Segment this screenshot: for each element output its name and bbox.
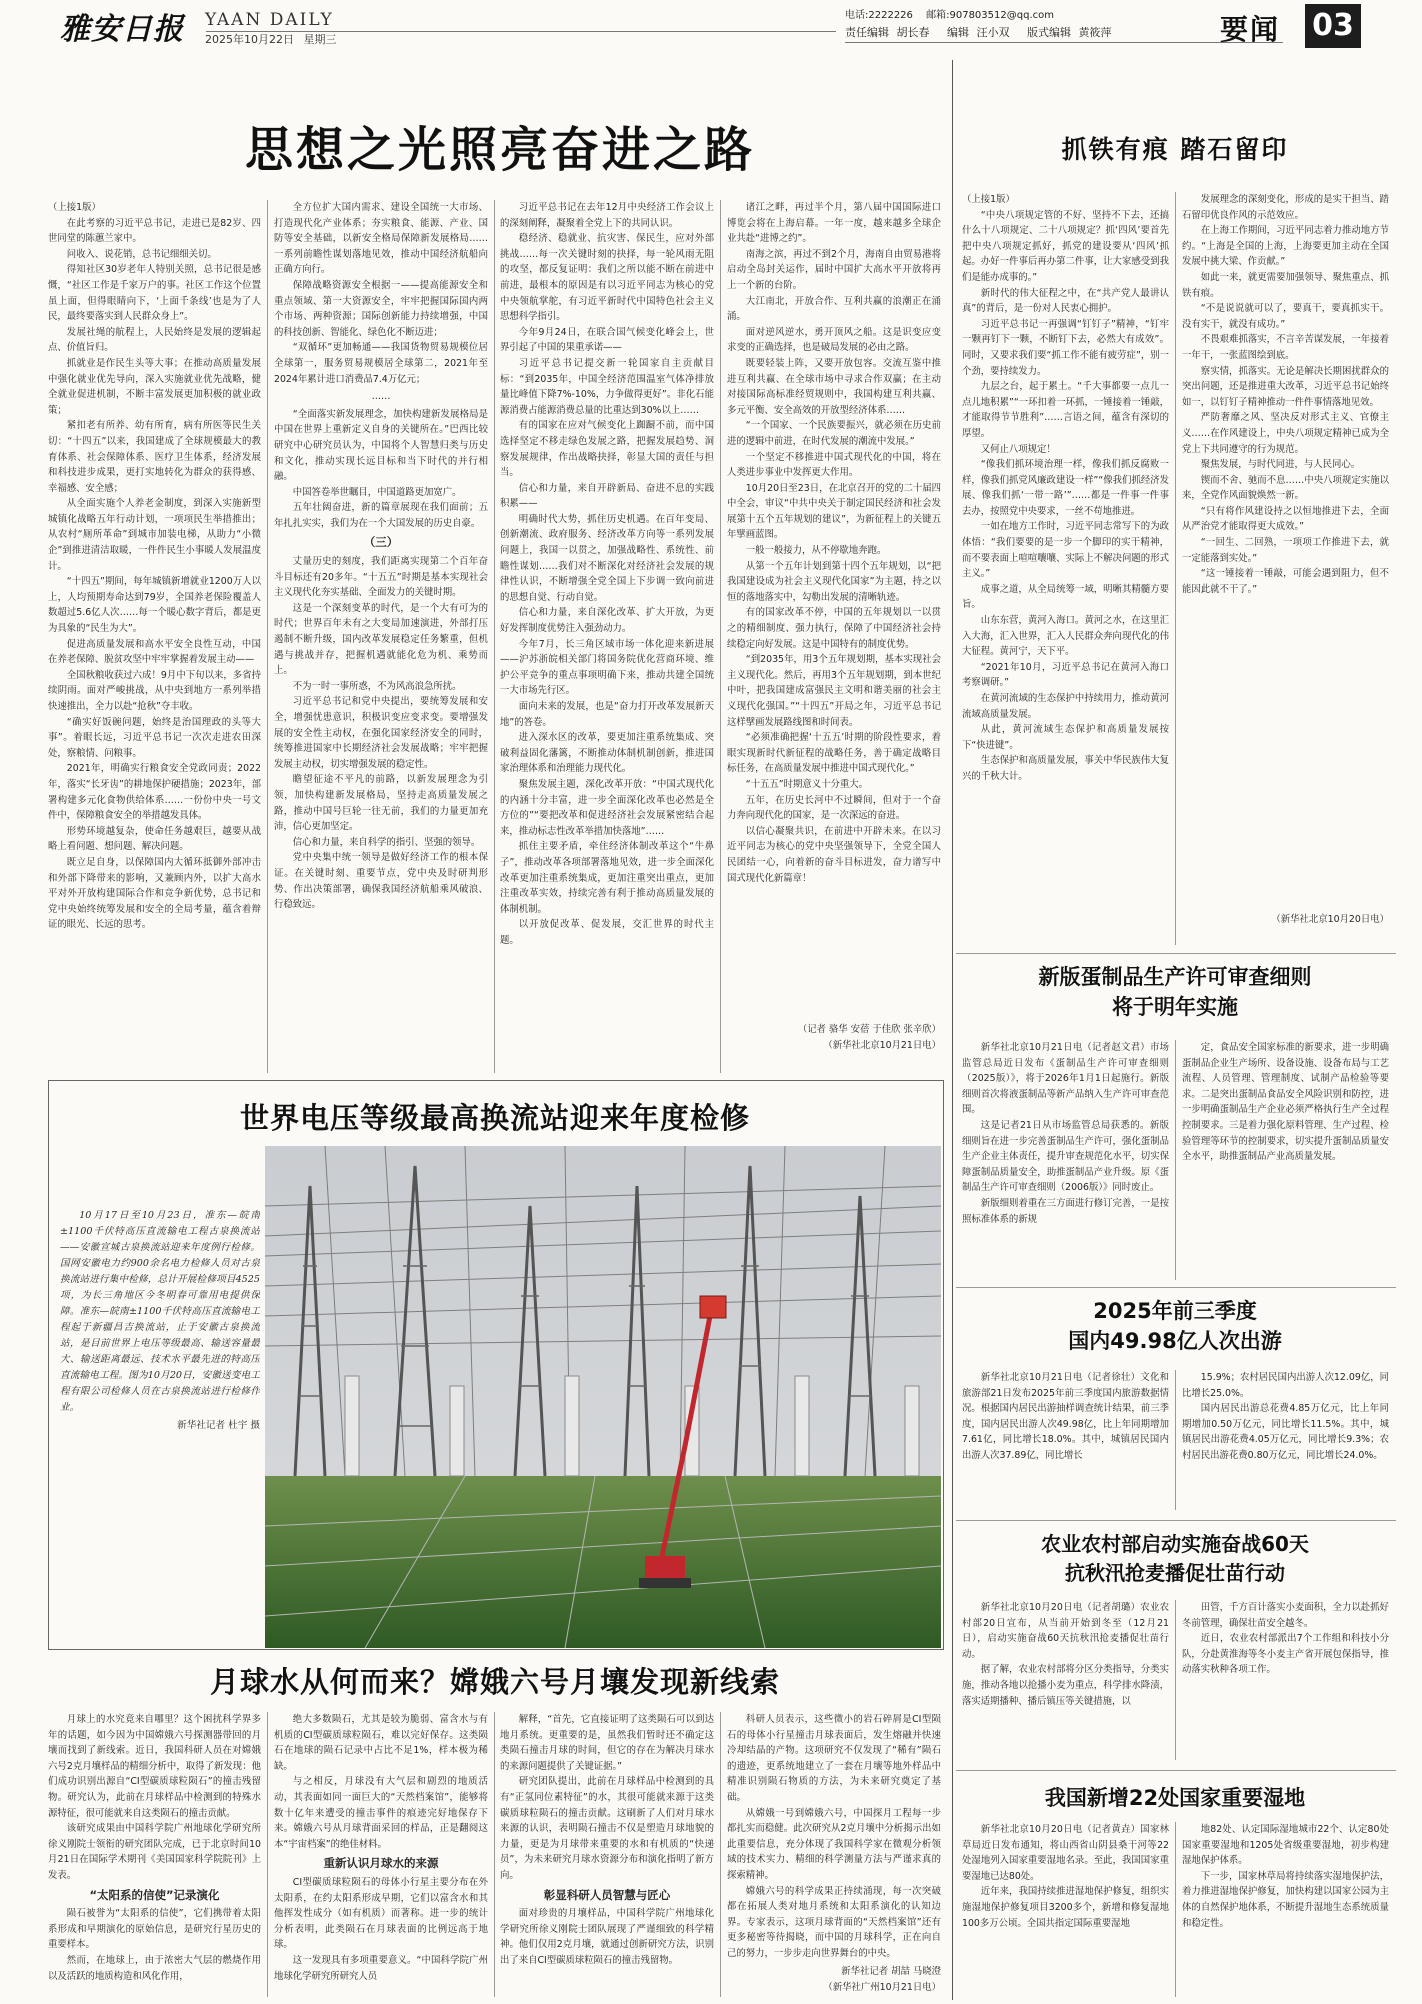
lead-para: 2021年，明确实行粮食安全党政同责；2022年，落实“长牙齿”的耕地保护硬措施；2023年，部署构建多元化食物供给体系……一份份中央一号文件中，保障粮食安全的举措越发具体。 (48, 763, 261, 822)
lead-para: 面向未来的发展，也是“奋力打开改革发展新天地”的答卷。 (500, 701, 714, 728)
lead-para: 在此考察的习近平总书记，走进已是82岁、四世同堂的陈蕙兰家中。 (48, 217, 261, 245)
masthead-editors (845, 24, 1112, 40)
right5-col-1 (962, 1822, 1169, 1997)
right1-para: “中央八项规定管的不好、坚持不下去，还搞什么十八项规定、二十八项规定？抓‘四风’要首先把中央八项规定抓好，抓党的建设要从‘四风’抓起。办好一件事后再办第二件事，让大家感受到我们是能办成事的。” (962, 209, 1169, 283)
column-rule (720, 1712, 721, 1997)
lead-byline: （记者 骆华 安蓓 于佳欣 张辛欣） (797, 1024, 941, 1035)
right1-para: “不是说说就可以了，要真干，要真抓实干。没有实干，就没有成功。” (1182, 303, 1389, 330)
lead-para: 紧扣老有所养、幼有所育，病有所医等民生关切：“十四五”以来，我国建成了全球规模最大的教育体系、社会保障体系、医疗卫生体系，经济发展和科技进步成果，更打实地转化为群众的获得感、幸福感、安全感； (48, 420, 261, 494)
right1-byline: （新华社北京10月20日电） (1271, 914, 1389, 925)
right3-para: 新华社北京10月21日电（记者徐壮）文化和旅游部21日发布2025年前三季度国内旅游数据情况。根据国内居民出游抽样调查统计结果，前三季度，国内居民出游人次49.98亿，比上年同期增加7.61亿，同比增长18.0%。其中，城镇居民国内出游人次37.89亿，同比增长 (962, 1372, 1169, 1461)
right3-headline-line2: 国内49.98亿人次出游 (1068, 1329, 1282, 1353)
right5-col-2 (1182, 1822, 1389, 1997)
right1-para: “像我们抓环境治理一样，像我们抓反腐败一样，像我们抓党风廉政建设一样”“像我们抓经济发展、像我们抓‘一带一路’”……都是一件事一件事去办，按照党中央要求，一丝不苟地推进。 (962, 459, 1169, 517)
lead-col-2 (274, 200, 488, 1073)
right1-col-2 (1182, 192, 1389, 945)
right1-para: “只有将作风建设持之以恒地推进下去，全面从严治党才能取得更大成效。” (1182, 505, 1389, 533)
lead-para: 发展社绳的航程上，人民始终是发展的逻辑起点、价值旨归。 (48, 326, 261, 354)
right5-para: 近年来，我国持续推进湿地保护修复，组织实施湿地保护修复项目3200多个，新增和修复湿地100多万公顷。全国共指定国际重要湿地 (962, 1886, 1169, 1929)
column-rule (1175, 192, 1176, 945)
story-divider (956, 1770, 1396, 1771)
right2-para: 新版细则着重在三方面进行修订完善，一是按照标准体系的新规 (962, 1197, 1169, 1225)
right1-para: “2021年10月，习近平总书记在黄河入海口考察调研。” (962, 661, 1169, 689)
lead-para: 全方位扩大国内需求、建设全国统一大市场、打造现代化产业体系；夯实粮食、能源、产业、国防等安全基础，以新安全格局保障新发展格局……一系列前瞻性谋划落地见效，推动中国经济航船向正确方向行。 (274, 202, 488, 276)
lead-para: “十四五”期间，每年城镇新增就业1200万人以上，人均预期寿命达到79岁，全国养老保险覆盖人数超过5.6亿人次……每一个暖心数字背后，都是更为具象的“民生为大”。 (48, 576, 261, 635)
right3-headline-line1: 2025年前三季度 (1093, 1299, 1257, 1323)
lead-para: 保障战略资源安全根据一——提高能源安全和重点领域、第一大资源安全，牢牢把握国际国内两个市场、两种资源；国际创新能力持续增强，中国的科技创新、智能化、绿色化不断迈进； (274, 279, 488, 338)
lead-para: 面对逆风逆水，勇开顶风之船。这是识变应变求变的正确选择，也是破局发展的必由之路。 (727, 326, 941, 354)
moon-para: 面对珍贵的月壤样品，中国科学院广州地球化学研究所徐义刚院士团队展现了严谨细致的科学精神。他们仅用2克月壤，就通过创新研究方法，识别出了来自CI型碳质球粒陨石的撞击残留物。 (500, 1908, 714, 1966)
lead-para: 从全面实施个人养老金制度，到深入实施新型城镇化战略五年行动计划，一项项民生举措推出；从农村“厕所革命”到城市加装电梯，从助力“小微企”到推进清洁取暖，一件件民生小事暖人发展温度计。 (48, 498, 261, 572)
moon-col-1 (48, 1712, 261, 1997)
moon-col-3 (500, 1712, 714, 1997)
lead-para: 稳经济、稳就业、抗灾害、保民生，应对外部挑战……每一次关键时刻的抉择，每一轮风雨无阻的攻坚，都反复证明：我们之所以能不断在前进中前进，最根本的原因是有以习近平同志为核心的党中央领航掌舵，有习近平新时代中国特色社会主义思想科学指引。 (500, 233, 714, 323)
masthead-weekday: 星期三 (303, 33, 337, 46)
story-divider (956, 953, 1396, 954)
moon-dateline: （新华社广州10月21日电） (823, 1981, 941, 1993)
right3-col-1 (962, 1370, 1169, 1510)
moon-para: 科研人员表示，这些微小的岩石碎屑是CI型陨石的母体小行星撞击月球表面后，发生熔融并快速冷却结晶的产物。这项研究不仅发现了“稀有”陨石的遗迹，更系统地建立了一套在月壤等地外样品中精准识别陨石物质的方法，为未来研究奠定了基础。 (727, 1714, 941, 1803)
right1-para: 在上海工作期间，习近平同志着力推动地方节约。“上海是全国的上海，上海要更加主动在全国发展中挑大梁、作贡献。” (1182, 225, 1389, 268)
lead-para: 今年7月，长三角区域市场一体化迎来新进展——沪苏浙皖相关部门将国务院优化营商环境、维护公平竞争的重点事项明确下来，推动共建全国统一大市场先行区。 (500, 638, 714, 697)
lead-para: 五年，在历史长河中不过瞬间，但对于一个奋力奔向现代化的国家，是一次深远的奋进。 (727, 794, 941, 822)
column-rule (494, 1712, 495, 1997)
right4-headline-line1: 农业农村部启动实施奋战60天 (1041, 1532, 1309, 1556)
lead-para: 形势环境越复杂，使命任务越艰巨，越要从战略上看问题、想问题、解决问题。 (48, 825, 261, 853)
moon-para: 这一发现具有多项重要意义。“中国科学院广州地球化学研究所研究人员 (274, 1954, 488, 1982)
lead-para: 丈量历史的刻度，我们距离实现第二个百年奋斗目标还有20多年。“十五五”时期是基本实现社会主义现代化夯实基础、全面发力的关键时期。 (274, 556, 488, 599)
right1-para: 不畏艰难抓落实，不言辛苦谋发展，一年接着一年干，一张蓝图绘到底。 (1182, 334, 1389, 361)
right1-para: “一回生、二回熟，一项项工作推进下去，就一定能落到实处。” (1182, 537, 1389, 564)
right2-col-1 (962, 1040, 1169, 1280)
masthead-name-en: YAAN DAILY (205, 10, 334, 30)
right3-para: 国内居民出游总花费4.85万亿元，比上年同期增加0.50万亿元，同比增长11.5%。其中，城镇居民出游花费4.05万亿元，同比增长9.3%；农村居民出游花费0.80万亿元，同比增长24.0%。 (1182, 1403, 1389, 1461)
copyeditor-label: 编辑 (947, 26, 969, 39)
column-rule (1175, 1822, 1176, 1997)
right1-para: 习近平总书记一再强调“钉钉子”精神，“钉牢一颗再钉下一颗，不断钉下去，必然大有成效”。同时，又要求我们要“抓工作不能有疲劳症”，别一个劲，要持续发力。 (962, 318, 1169, 377)
lead-para: “双循环”更加畅通——我国货物贸易规模位居全球第一，服务贸易规模居全球第二，2021年至2024年累计进口消费品7.4万亿元； (274, 342, 488, 385)
moon-para: 与之相反，月球没有大气层和剧烈的地质活动，其表面如同一面巨大的“天然档案馆”，能够将数十亿年来遭受的撞击事件的痕迹完好地保存下来。嫦娥六号从月球背面采回的样品，正是翻阅这本“宇宙档案”的绝佳材料。 (274, 1776, 488, 1850)
right2-para: 这是记者21日从市场监管总局获悉的。新版细则旨在进一步完善蛋制品生产许可，强化蛋制品生产企业主体责任，提升审查规范化水平，切实保障蛋制品质量安全，助推蛋制品产业升级。原《蛋制品生产许可审查细则（2006版）》同时废止。 (962, 1119, 1169, 1194)
masthead-rule (206, 31, 836, 32)
lead-para: 促进高质量发展和高水平安全良性互动，中国在养老保障、脱贫攻坚中牢牢掌握着发展主动—— (48, 638, 261, 666)
copyeditor-name: 汪小双 (976, 26, 1010, 39)
masthead-contact (845, 6, 1054, 21)
phone-value: 2222226 (868, 10, 913, 21)
lead-para: 信心和力量，来自科学的指引、坚强的领导。 (292, 836, 481, 848)
email-label: 邮箱: (926, 10, 950, 21)
right4-col-2 (1182, 1600, 1389, 1760)
right4-para: 据了解，农业农村部将分区分类指导，分类实施，推动各地以抢播小麦为重点，科学排水降渍，落实适期播种、播后镇压等关键措施，以 (962, 1664, 1169, 1707)
right1-para: 锲而不舍、驰而不息……中央八项规定实施以来，全党作风面貌焕然一新。 (1182, 474, 1389, 502)
designer-label: 版式编辑 (1027, 26, 1071, 39)
moon-para: 月球上的水究竟来自哪里？这个困扰科学界多年的话题，如今因为中国嫦娥六号探测器带回的月壤而找到了新线索。近日，我国科研人员在对嫦娥六号2克月壤样品的精细分析中，取得了新发现：他们成功识别出源自“CI型碳质球粒陨石”的撞击残留物。研究认为，此前在月球样品中检测到的特殊水源特征，很可能就来自这类陨石的撞击贡献。 (48, 1714, 261, 1819)
lead-para: 抓住主要矛盾，牵住经济体制改革这个“牛鼻子”，推动改革各项部署落地见效，进一步全面深化改革更加注重系统集成，更加注重突出重点，更加注重改革实效，持续完善有利于推动高质量发展的体制机制。 (500, 841, 714, 915)
right3-para: 15.9%；农村居民国内出游人次12.09亿，同比增长25.0%。 (1182, 1372, 1389, 1399)
masthead-rule-right (845, 42, 1283, 43)
designer-name: 黄筱萍 (1078, 26, 1112, 39)
lead-col-4 (727, 200, 941, 1073)
column-rule (267, 200, 268, 1073)
right4-headline-line2: 抗秋汛抢麦播促壮苗行动 (1065, 1561, 1285, 1585)
lead-para: 今年9月24日，在联合国气候变化峰会上，世界引起了中国的果重承诺—— (500, 326, 714, 354)
lead-para: “一个国家、一个民族要振兴，就必须在历史前进的逻辑中前进，在时代发展的潮流中发展。” (727, 420, 941, 447)
column-rule (267, 1712, 268, 1997)
masthead-date: 2025年10月22日 (205, 33, 294, 46)
section-rule (952, 60, 953, 2000)
moon-para: 嫦娥六号的科学成果正持续涌现，每一次突破都在拓展人类对地月系统和太阳系演化的认知边界。专家表示，这项月球背面的“天然档案馆”还有更多秘密等待揭晓，而中国的月球科学，正在向自己的努力，一步步走向世界舞台的中央。 (727, 1885, 941, 1959)
right1-para: 如此一来，就更需要加强领导、聚焦重点、抓铁有痕。 (1182, 271, 1389, 299)
lead-para: 南海之滨，再过不到2个月，海南自由贸易港将启动全岛封关运作，届时中国扩大高水平开放将再上一个新的台阶。 (727, 248, 941, 291)
right5-headline: 我国新增22处国家重要湿地 (1044, 1786, 1306, 1810)
lead-para: 有的国家改革不停，中国的五年规划以一以贯之的精细制度、强力执行，保障了中国经济社会持续稳定向好发展。这是中国特有的制度优势。 (727, 607, 941, 650)
lead-section-marker: （三） (363, 535, 399, 550)
right1-headline: 抓铁有痕 踏石留印 (1061, 135, 1289, 164)
right1-para: 又何止八项规定！ (980, 443, 1056, 455)
column-rule (720, 200, 721, 1073)
right1-para: 成事之道，从全局统筹一域，明晰其精髓方要旨。 (962, 583, 1169, 611)
moon-col-4 (727, 1712, 941, 1997)
photo-caption (60, 1208, 260, 1644)
lead-para: 瞻望征途不平凡的前路，以新发展理念为引领，加快构建新发展格局，坚持走高质量发展之路，推动中国号巨轮一往无前，我们的力量更加充沛，信心更加坚定。 (274, 774, 488, 833)
lead-para: 习近平总书记和党中央提出，要统筹发展和安全，增强忧患意识，积极识变应变求变。要增强发展的安全性主动权，在强化国家经济安全的同时，统筹推进国家中长期经济社会发展战略；牢牢把握发展主动权，切实增强发展的稳定性。 (274, 696, 488, 770)
lead-para: 诸江之畔，再过半个月，第八届中国国际进口博览会将在上海启幕。一年一度，越来越多全球企业共赴“进博之约”。 (727, 202, 941, 245)
lead-para: 中国答卷举世瞩目，中国道路更加宽广。 (292, 486, 462, 498)
column-rule (1175, 1040, 1176, 1280)
lead-para: 信心和力量，来自深化改革、扩大开放，为更好发挥制度优势注入强劲动力。 (500, 607, 714, 635)
section-title: 要闻 (1220, 13, 1281, 46)
lead-para: “十五五”时期意义十分重大。 (745, 778, 869, 790)
phone-label: 电话: (845, 10, 869, 21)
lead-para: “全面落实新发展理念，加快构建新发展格局是中国在世界上重新定义自身的关键所在。”巴西比较研究中心研究员认为，中国将个人智慧归类与历史和文化，推动实现长远目标和当下时代的并行相融。 (274, 408, 488, 483)
photo-credit: 新华社记者 杜宇 摄 (177, 1420, 260, 1431)
right1-para: 山东东营，黄河入海口。黄河之水，在这里汇入大海，汇入世界，汇入人民群众奔向现代化的伟大征程。黄河宁，天下平。 (962, 615, 1169, 658)
lead-ellipsis: …… (371, 391, 391, 403)
right2-para: 定，食品安全国家标准的新要求，进一步明确蛋制品企业生产场所、设备设施、设备布局与工艺流程、人员管理、管理制度、试制产品检验等要求。二是突出蛋制品食品安全风险识别和防控，进一步明确蛋制品生产企业必须严格执行生产全过程控制要求。三是着力强化原料管理、生产过程、检验管理等环节的控制要求，切实提升蛋制品质量安全水平，助推蛋制品产业高质量发展。 (1182, 1042, 1389, 1163)
lead-para: 得知社区30岁老年人特别关照，总书记很是感慨，“社区工作是千家万户的事。社区工作这个位置虽上面，但得眼睛向下，‘上面千条线’也是为了人民，最终要落实到人民群众身上”。 (48, 264, 261, 323)
right2-headline-line1: 新版蛋制品生产许可审查细则 (1038, 965, 1312, 989)
lead-para: 从第一个五年计划到第十四个五年规划，以“把我国建设成为社会主义现代化国家”为主题，持之以恒的落地落实中，勾勒出发展的清晰轨迹。 (727, 560, 941, 603)
right1-para: 生态保护和高质量发展，事关中华民族伟大复兴的千秋大计。 (962, 755, 1169, 782)
lead-para: “确实好饭碗问题，始终是治国理政的头等大事”。着眼长远，习近平总书记一次次走进农田深处，察粮情、问粮事。 (48, 716, 261, 759)
right2-headline (960, 962, 1390, 1022)
moon-para: 绝大多数陨石，尤其是较为脆弱、富含水与有机质的CI型碳质球粒陨石，难以完好保存。这类陨石在地球的陨石记录中占比不足1%，样本极为稀缺。 (274, 1714, 488, 1772)
lead-para: 一个坚定不移推进中国式现代化的中国，将在人类进步事业中发挥更大作用。 (727, 451, 941, 479)
substation-photo-illustration (265, 1146, 941, 1648)
lead-kicker: （上接1版） (48, 202, 101, 213)
right2-col-2 (1182, 1040, 1389, 1280)
masthead (0, 0, 1422, 50)
right2-headline-line2: 将于明年实施 (1112, 995, 1238, 1019)
right4-para: 新华社北京10月20日电（记者胡璐）农业农村部20日宣布，从当前开始到冬至（12月21日），启动实施奋战60天抗秋汛抢麦播促壮苗行动。 (962, 1602, 1169, 1660)
moon-subhead: “太阳系的信使”记录演化 (89, 1887, 220, 1902)
right1-para: 发展理念的深刻变化，形成的是实干担当、踏石留印优良作风的示范效应。 (1182, 194, 1389, 221)
moon-para: 解释，“首先，它直接证明了这类陨石可以到达地月系统。更重要的是，虽然我们暂时还不确定这类陨石撞击月球的时间，但它的存在为解决月球水的来源问题提供了关键证据。” (500, 1714, 714, 1772)
column-rule (1175, 1370, 1176, 1510)
masthead-logo: 雅安日报 (60, 12, 184, 47)
moon-subhead: 重新认识月球水的来源 (323, 1856, 439, 1871)
moon-subhead: 彰显科研人员智慧与匠心 (543, 1887, 671, 1902)
column-rule (494, 200, 495, 1073)
right1-kicker: （上接1版） (962, 194, 1015, 205)
lead-dateline: （新华社北京10月21日电） (823, 1039, 941, 1051)
right3-col-2 (1182, 1370, 1389, 1510)
lead-para: 进入深水区的改革，要更加注重系统集成、突破利益固化藩篱，不断推动体制机制创新，推进国家治理体系和治理能力现代化。 (500, 732, 714, 775)
lead-para: 全国秋粮收获过六成！9月中下旬以来，多省持续阴雨。面对严峻挑战，从中央到地方一系列举措快速推出，全力以赴“抢秋”夺丰收。 (48, 669, 261, 712)
right1-col-1 (962, 192, 1169, 945)
right3-headline (960, 1296, 1390, 1356)
page-number-box (1305, 4, 1361, 48)
lead-para: 五年壮阔奋进，新的篇章展现在我们面前；五年扎扎实实，我们为在一个大国发展的历史自豪。 (274, 502, 488, 529)
moon-byline: 新华社记者 胡喆 马晓澄 (841, 1966, 941, 1977)
lead-para: 既立足自身，以保障国内大循环抵御外部冲击和外部下降带来的影响，又兼顾内外，以扩大高水平对外开放构建国际合作和竞争新优势，总书记和党中央始终统筹发展和安全的全局考量，蕴含着辩证的眼光、长远的思考。 (48, 856, 261, 931)
story-divider (956, 1520, 1396, 1521)
lead-col-1 (48, 200, 261, 1073)
lead-para: 一般一般接力，从不停歇地奔跑。 (745, 545, 887, 557)
lead-col-3 (500, 200, 714, 1073)
moon-para: 该研究成果由中国科学院广州地球化学研究所徐义刚院士领衔的研究团队完成，已于北京时间10月21日在国际学术期刊《美国国家科学院院刊》上发表。 (48, 1823, 261, 1881)
column-rule (1175, 1600, 1176, 1760)
lead-para: 问收入、说花销，总书记细细关切。 (66, 248, 217, 260)
masthead-dateline (205, 31, 337, 47)
email-value: 907803512@qq.com (949, 10, 1054, 21)
substation-photo (265, 1146, 941, 1648)
lead-headline: 思想之光照亮奋进之路 (244, 122, 755, 178)
lead-para: 这是一个深刻变革的时代，是一个大有可为的时代；世界百年未有之大变局加速演进，外部打压遏制不断升级，国内改革发展稳定任务繁重，但机遇与挑战并存，把握机遇就能化危为机、乘势而上。 (274, 602, 488, 677)
right1-para: 察实情，抓落实。无论是解决长期困扰群众的突出问题，还是推进重大改革，习近平总书记始终如一，以钉钉子精神推动一件件事情落地见效。 (1182, 365, 1389, 408)
moon-para: 然而，在地球上，由于浓密大气层的燃烧作用以及活跃的地质构造和风化作用， (48, 1954, 261, 1982)
right1-para: 从此，黄河流域生态保护和高质量发展按下“快进键”。 (962, 724, 1169, 751)
photo-caption-text: 10月17日至10月23日，准东—皖南±1100千伏特高压直流输电工程古泉换流站——安徽宣城古泉换流站迎来年度例行检修。国网安徽电力约900余名电力检修人员对古泉换流站进行集中检修，总计开展检修项目4525项，为长三角地区今冬明春可靠用电提供保障。准东—皖南±1100千伏特高压直流输电工程起于新疆昌吉换流站，止于安徽古泉换流站，是目前世界上电压等级最高、输送容量最大、输送距离最远、技术水平最先进的特高压直流输电工程。图为10月20日，安徽送变电工程有限公司检修人员在古泉换流站进行检修作业。 (60, 1210, 260, 1413)
right1-para: 九层之台，起于累土。“千大事都要一点儿一点儿地积累”“一环扣着一环抓，一锤接着一锤敲，才能取得节节胜利”……言语之间，蕴含有深切的厚望。 (962, 381, 1169, 439)
lead-para: 不为一时一事所惑，不为风高浪急所扰。 (292, 680, 462, 692)
lead-para: “到2035年，用3个五年规划期，基本实现社会主义现代化。然后，再用3个五年规划期，到本世纪中叶，把我国建成富强民主文明和谐美丽的社会主义现代化强国。”“十四五”开局之年，习近平总书记这样擘画发展路线图和时间表。 (727, 654, 941, 728)
moon-para: 陨石被誉为“太阳系的信使”，它们携带着太阳系形成和早期演化的原始信息，是研究行星历史的重要样本。 (48, 1908, 261, 1951)
moon-para: 研究团队提出，此前在月球样品中检测到的具有“正氢同位素特征”的水，其很可能就来源于这类碳质球粒陨石的撞击贡献。这刷新了人们对月球水来源的认识，表明陨石撞击不仅是塑造月球地貌的力量，更是为月球带来重要的水和有机质的“快递员”，为未来研究月球水资源分布和演化指明了新方向。 (500, 1776, 714, 1881)
lead-para: 既要轻装上阵，又要开放包容。交流互鉴中推进互利共赢、在全球市场中寻求合作双赢；在主动对接国际高标准经贸规则中，我国构建互利共赢、多元平衡、安全高效的开放型经济体系…… (727, 357, 941, 416)
lead-para: 有的国家在应对气候变化上踟蹰不前，而中国选择坚定不移走绿色发展之路，把握发展趋势、洞察发展规律，作出战略抉择，彰显大国的责任与担当。 (500, 420, 714, 479)
right1-para: 在黄河流域的生态保护中持续用力，推动黄河流域高质量发展。 (962, 693, 1169, 720)
right2-para: 新华社北京10月21日电（记者赵文君）市场监管总局近日发布《蛋制品生产许可审查细则（2025版）》，将于2026年1月1日起施行。新版细则首次将液蛋制品等新产品纳入生产许可审查范围。 (962, 1042, 1169, 1116)
lead-para: 大江南北，开放合作、互利共赢的浪潮正在涌涌。 (727, 295, 941, 323)
story-divider (956, 1287, 1396, 1288)
right5-para: 地82处、认定国际湿地城市22个、认定80处国家重要湿地和1205处省级重要湿地，初步构建湿地保护体系。 (1182, 1824, 1389, 1867)
moon-col-2 (274, 1712, 488, 1997)
right4-para: 田管，千方百计落实小麦面积，全力以赴抓好冬前管理，确保壮苗安全越冬。 (1182, 1602, 1389, 1629)
lead-para: 抓就业是作民生头等大事；在推动高质量发展中强化就业优先导向，深入实施就业优先战略，健全就业促进机制，不断丰富发展更加积极的就业政策； (48, 357, 261, 416)
moon-headline: 月球水从何而来？嫦娥六号月壤发现新线索 (209, 1665, 780, 1699)
lead-para: 明确时代大势，抓住历史机遇。在百年变局、创新潮流、政府服务、经济改革方向等一系列发展问题上，我国一以贯之，加强战略性、系统性、前瞻性谋划……我们对不断深化对经济社会发展的规律性认识，不断增强全党全国上下步调一致向前进的思想自觉、行动自觉。 (500, 513, 714, 603)
moon-para: CI型碳质球粒陨石的母体小行星主要分布在外太阳系，在约太阳系形成早期，它们以富含水和其他挥发性成分（如有机质）而著称。进一步的统计分析表明，此类陨石在月球表面的比例远高于地球。 (274, 1876, 488, 1951)
right1-para: 严防奢靡之风、坚决反对形式主义、官僚主义……在作风建设上，中央八项规定精神已成为全党上下共同遵守的行为规范。 (1182, 412, 1389, 455)
right1-para: 聚焦发展，与时代同进，与人民同心。 (1200, 459, 1361, 471)
right1-para: 一如在地方工作时，习近平同志常写下的为政体悟：“我们要要的是一步一个脚印的实干精神，而不要表面上喧喧嚷嚷、实际上不解决问题的形式主义。” (962, 521, 1169, 580)
right4-para: 近日，农业农村部派出7个工作组和科技小分队，分赴黄淮海等冬小麦主产省开展包保指导，推动落实秋种各项工作。 (1182, 1633, 1389, 1676)
lead-para: 习近平总书记提交新一轮国家自主贡献目标：“到2035年，中国全经济范围温室气体净排放量比峰值下降7%-10%，力争做得更好”。非化石能源消费占能源消费总量的比重达到30%以上…… (500, 357, 714, 416)
right5-para: 下一步，国家林草局将持续落实湿地保护法，着力推进湿地保护修复，加快构建以国家公园为主体的自然保护地体系，不断提升湿地生态系统质量和稳定性。 (1182, 1870, 1389, 1929)
lead-para: “必须准确把握‘十五五’时期的阶段性要求，着眼实现新时代新征程的战略任务，善于确定战略目标任务，在高质量发展中推进中国式现代化。” (727, 732, 941, 775)
lead-para: 聚焦发展主题，深化改革开放：“中国式现代化的内涵十分丰富，进一步全面深化改革也必然是全方位的”“要把改革和促进经济社会发展紧密结合起来，推动标志性改革举措加快落地”…… (500, 778, 714, 837)
right1-para: “这一锤接着一锤敲，可能会遇到阻力，但不能因此就不干了。” (1182, 568, 1389, 595)
page-number: 03 (1312, 8, 1354, 43)
lead-para: 以开放促改革、促发展，交汇世界的时代主题。 (500, 919, 714, 946)
lead-para: 习近平总书记在去年12月中央经济工作会议上的深刻阐释，凝聚着全党上下的共同认识。 (500, 202, 714, 229)
lead-para: 10月20日至23日，在北京召开的党的二十届四中全会，审议“中共中央关于制定国民经济和社会发展第十五个五年规划的建议”，为新征程上的关键五年擘画蓝图。 (727, 482, 941, 541)
right4-headline (960, 1530, 1390, 1588)
right5-para: 新华社北京10月20日电（记者黄垚）国家林草局近日发布通知，将山西省山阴县桑干河等22处湿地列入国家重要湿地名录。至此，我国国家重要湿地已达80处。 (962, 1824, 1169, 1882)
lead-para: 党中央集中统一领导是做好经济工作的根本保证。在关键时刻、重要节点，党中央及时研判形势、作出决策部署，确保我国经济航船乘风破浪、行稳致远。 (274, 852, 488, 911)
right4-col-1 (962, 1600, 1169, 1760)
editor-label: 责任编辑 (845, 26, 889, 39)
right1-para: 新时代的伟大征程之中，在“共产党人最讲认真”的背后，是一份对人民衷心拥护。 (962, 287, 1169, 315)
editor-name: 胡长春 (896, 26, 930, 39)
moon-para: 从嫦娥一号到嫦娥六号，中国探月工程每一步都扎实而稳健。此次研究从2克月壤中分析揭示出如此重要信息，充分体现了我国科学家在微观分析领域的技术实力、精细的科学测量方法与严谨求真的探索精神。 (727, 1807, 941, 1881)
lead-para: 以信心凝聚共识，在前进中开辟未来。在以习近平同志为核心的党中央坚强领导下，全党全国人民团结一心，向着新的奋斗目标进发，奋力谱写中国式现代化新篇章！ (727, 825, 941, 884)
photo-story-headline: 世界电压等级最高换流站迎来年度检修 (239, 1101, 750, 1135)
lead-para: 信心和力量，来自开辟新局、奋进不息的实践积累—— (500, 482, 714, 510)
